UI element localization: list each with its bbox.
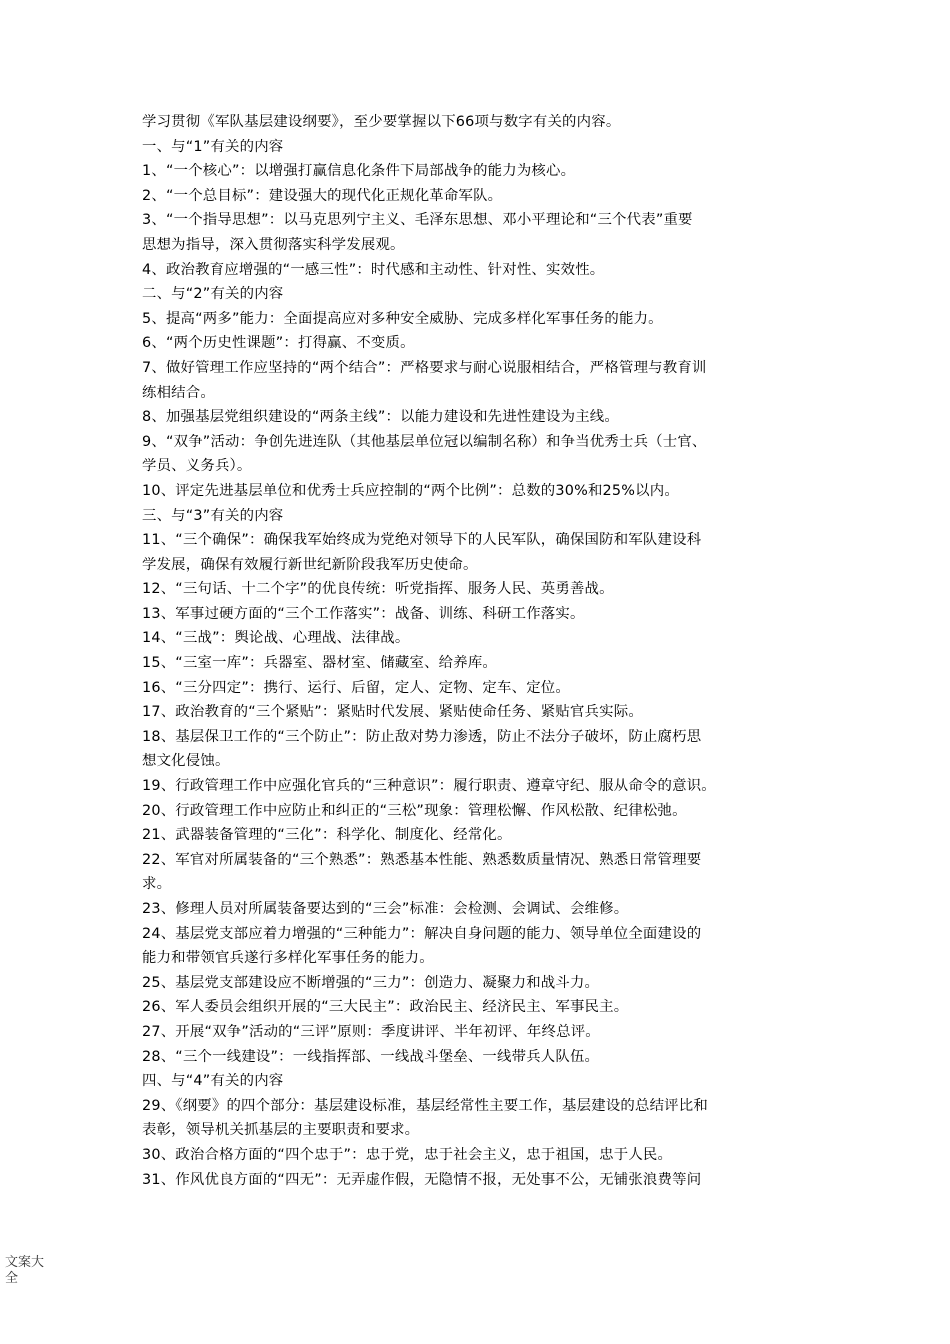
document-line: 20、行政管理工作中应防止和纠正的“三松”现象：管理松懈、作风松散、纪律松弛。 [142,802,687,819]
document-line: 8、加强基层党组织建设的“两条主线”：以能力建设和先进性建设为主线。 [142,409,619,426]
document-line: 7、做好管理工作应坚持的“两个结合”：严格要求与耐心说服相结合，严格管理与教育训 [142,359,707,376]
document-line: 二、与“2”有关的内容 [142,286,284,303]
document-line: 24、基层党支部应着力增强的“三种能力”：解决自身问题的能力、领导单位全面建设的 [142,925,702,942]
document-line: 6、“两个历史性课题”：打得赢、不变质。 [142,335,415,352]
document-line: 17、政治教育的“三个紧贴”：紧贴时代发展、紧贴使命任务、紧贴官兵实际。 [142,704,643,721]
document-line: 28、“三个一线建设”：一线指挥部、一线战斗堡垒、一线带兵人队伍。 [142,1048,600,1065]
footer-watermark: 文案大全 [5,1255,45,1286]
document-line: 25、基层党支部建设应不断增强的“三力”：创造力、凝聚力和战斗力。 [142,974,600,991]
document-line: 10、评定先进基层单位和优秀士兵应控制的“两个比例”：总数的30%和25%以内。 [142,482,679,499]
document-line: 5、提高“两多”能力：全面提高应对多种安全威胁、完成多样化军事任务的能力。 [142,310,663,327]
document-line: 30、政治合格方面的“四个忠于”：忠于党，忠于社会主义，忠于祖国，忠于人民。 [142,1146,673,1163]
document-line: 学员、义务兵）。 [142,458,252,475]
document-line: 11、“三个确保”：确保我军始终成为党绝对领导下的人民军队，确保国防和军队建设科 [142,532,702,549]
document-line: 一、与“1”有关的内容 [142,138,284,155]
document-line: 13、军事过硬方面的“三个工作落实”：战备、训练、科研工作落实。 [142,605,585,622]
document-line: 26、军人委员会组织开展的“三大民主”：政治民主、经济民主、军事民主。 [142,999,629,1016]
document-line: 23、修理人员对所属装备要达到的“三会”标准：会检测、会调试、会维修。 [142,901,629,917]
document-line: 求。 [142,876,172,893]
document-line: 16、“三分四定”：携行、运行、后留，定人、定物、定车、定位。 [142,679,570,696]
document-line: 18、基层保卫工作的“三个防止”：防止敌对势力渗透，防止不法分子破坏，防止腐朽思 [142,728,702,745]
document-line: 3、“一个指导思想”：以马克思列宁主义、毛泽东思想、邓小平理论和“三个代表”重要 [142,212,693,229]
document-line: 练相结合。 [142,384,215,401]
document-line: 14、“三战”：舆论战、心理战、法律战。 [142,630,410,647]
document-line: 想文化侵蚀。 [142,753,230,770]
document-line: 9、“双争”活动：争创先进连队（其他基层单位冠以编制名称）和争当优秀士兵（士官、 [142,433,707,450]
document-line: 表彰，领导机关抓基层的主要职责和要求。 [142,1122,420,1139]
document-line: 27、开展“双争”活动的“三评”原则：季度讲评、半年初评、年终总评。 [142,1023,600,1040]
document-line: 29、《纲要》的四个部分：基层建设标准，基层经常性主要工作，基层建设的总结评比和 [142,1097,708,1114]
document-line: 学习贯彻《军队基层建设纲要》，至少要掌握以下66项与数字有关的内容。 [142,114,621,130]
document-line: 15、“三室一库”：兵器室、器材室、储藏室、给养库。 [142,655,498,672]
document-line: 12、“三句话、十二个字”的优良传统：听党指挥、服务人民、英勇善战。 [142,581,614,598]
document-body [142,110,822,1192]
document-line: 四、与“4”有关的内容 [142,1073,284,1090]
document-line: 19、行政管理工作中应强化官兵的“三种意识”：履行职责、遵章守纪、服从命令的意识。 [142,778,716,795]
document-line: 三、与“3”有关的内容 [142,507,284,524]
document-line: 31、作风优良方面的“四无”：无弄虚作假，无隐情不报，无处事不公，无铺张浪费等问 [142,1171,702,1188]
document-line: 2、“一个总目标”：建设强大的现代化正规化革命军队。 [142,187,503,204]
document-line: 21、武器装备管理的“三化”：科学化、制度化、经常化。 [142,827,512,844]
document-line: 1、“一个核心”：以增强打赢信息化条件下局部战争的能力为核心。 [142,163,576,180]
document-line: 22、军官对所属装备的“三个熟悉”：熟悉基本性能、熟悉数质量情况、熟悉日常管理要 [142,851,702,868]
document-line: 学发展，确保有效履行新世纪新阶段我军历史使命。 [142,556,478,573]
document-line: 思想为指导，深入贯彻落实科学发展观。 [142,236,405,253]
document-line: 能力和带领官兵遂行多样化军事任务的能力。 [142,950,434,967]
document-line: 4、政治教育应增强的“一感三性”：时代感和主动性、针对性、实效性。 [142,261,605,278]
